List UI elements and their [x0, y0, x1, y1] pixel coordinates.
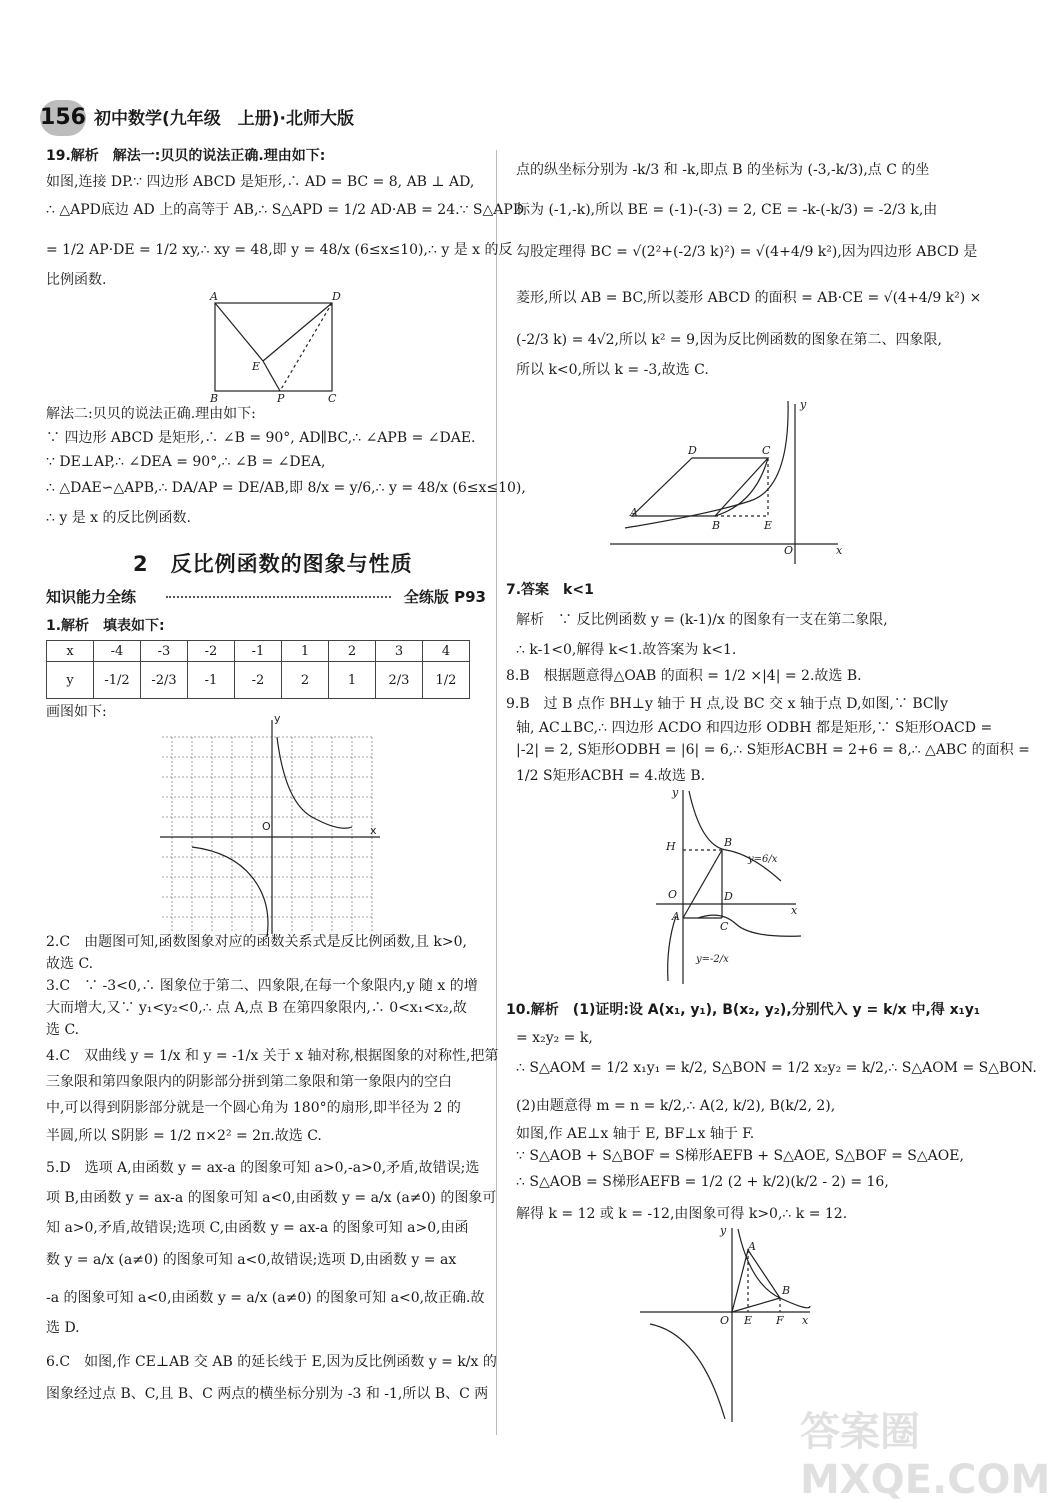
table-cell: -1 — [235, 641, 282, 662]
q5-text: 知 a>0,矛盾,故错误;选项 C,由函数 y = ax-a 的图象可知 a>0,由函 — [46, 1220, 469, 1236]
q3-text: 3.C ∵ -3<0,∴ 图象位于第二、四象限,在每一个象限内,y 随 x 的增 — [46, 978, 478, 994]
label-A: A — [630, 506, 638, 519]
q5-text: -a 的图象可知 a<0,由函数 y = a/x (a≠0) 的图象可知 a<0,故正确.故 — [46, 1290, 485, 1306]
text-line: 解法二:贝贝的说法正确.理由如下: — [46, 406, 256, 422]
label-D: D — [688, 444, 697, 457]
q9-text: 9.B 过 B 点作 BH⊥y 轴于 H 点,设 BC 交 x 轴于点 D,如图,∵ BC∥y — [506, 696, 948, 712]
label-E: E — [744, 1314, 753, 1327]
label-A: A — [210, 290, 218, 303]
table-header: x — [47, 641, 94, 662]
q1-heading: 1.解析 填表如下: — [46, 618, 165, 634]
q4-text: 中,可以得到阴影部分就是一个圆心角为 180°的扇形,即半径为 2 的 — [46, 1100, 461, 1116]
value-table — [46, 640, 470, 699]
q6-continued: 菱形,所以 AB = BC,所以菱形 ABCD 的面积 = AB·CE = √(4+4/9 k²) × — [516, 290, 982, 306]
label-B: B — [712, 519, 721, 532]
q7-answer: 7.答案 k<1 — [506, 582, 594, 598]
label-D: D — [332, 290, 341, 303]
q9-text: 轴, AC⊥BC,∴ 四边形 ACDO 和四边形 ODBH 都是矩形,∵ S矩形OACD = — [516, 720, 993, 736]
q10-text: ∴ S△AOB = S梯形AEFB = 1/2 (2 + k/2)(k/2 - 2) = 16, — [516, 1174, 889, 1190]
q4-text: 半圆,所以 S阴影 = 1/2 π×2² = 2π.故选 C. — [46, 1128, 322, 1144]
column-divider — [496, 150, 497, 1435]
q6-continued: 所以 k<0,所以 k = -3,故选 C. — [516, 362, 709, 378]
label-B: B — [724, 836, 733, 849]
origin-label: O — [262, 820, 271, 833]
dotted-leader — [166, 596, 391, 598]
draw-label: 画图如下: — [46, 704, 107, 720]
label-F: F — [776, 1314, 784, 1327]
q9-text: 1/2 S矩形ACBH = 4.故选 B. — [516, 768, 706, 784]
q10-text: ∵ S△AOB + S△BOF = S梯形AEFB + S△AOE, S△BOF = S△AOE, — [516, 1148, 964, 1164]
function-label: y=6/x — [748, 854, 778, 865]
q4-text: 4.C 双曲线 y = 1/x 和 y = -1/x 关于 x 轴对称,根据图象的对称性,把第 — [46, 1048, 499, 1064]
q6-continued: 标为 (-1,-k),所以 BE = (-1)-(-3) = 2, CE = -k-(-k/3) = -2/3 k,由 — [516, 202, 938, 218]
axis-x-label: x — [370, 824, 377, 837]
q10-text: (2)由题意得 m = n = k/2,∴ A(2, k/2), B(k/2, 2), — [516, 1098, 836, 1114]
q10-graph — [640, 1224, 820, 1424]
q10-text: ∴ S△AOM = 1/2 x₁y₁ = k/2, S△BON = 1/2 x₂y₂ = k/2,∴ S△AOM = S△BON. — [516, 1060, 1037, 1076]
axis-y-label: y — [672, 786, 679, 799]
text-line: ∵ 四边形 ABCD 是矩形,∴ ∠B = 90°, AD∥BC,∴ ∠APB = ∠DAE. — [46, 430, 476, 446]
text-line: = 1/2 AP·DE = 1/2 xy,∴ xy = 48,即 y = 48/x (6≤x≤10),∴ y 是 x 的反 — [46, 242, 513, 258]
axis-x-label: x — [791, 904, 798, 917]
table-cell: 3 — [376, 641, 423, 662]
page-number-badge: 156 — [40, 100, 86, 136]
q6-continued: 勾股定理得 BC = √(2²+(-2/3 k)²) = √(4+4/9 k²),因为四边形 ABCD 是 — [516, 244, 978, 260]
table-cell: 2 — [282, 662, 329, 699]
text-line: 比例函数. — [46, 272, 107, 288]
watermark: 答案圈 MXQE.COM — [800, 1409, 1050, 1503]
label-C: C — [720, 920, 729, 933]
table-cell: -4 — [94, 641, 141, 662]
table-header: y — [47, 662, 94, 699]
q6-text: 图象经过点 B、C,且 B、C 两点的横坐标分别为 -3 和 -1,所以 B、C 两 — [46, 1386, 489, 1402]
table-cell: -2 — [235, 662, 282, 699]
subsection-ref: 全练版 P93 — [403, 588, 486, 606]
table-cell: -3 — [141, 641, 188, 662]
q10-text: 解得 k = 12 或 k = -12,由图象可得 k>0,∴ k = 12. — [516, 1206, 848, 1222]
table-cell: -2/3 — [141, 662, 188, 699]
q6-continued: 点的纵坐标分别为 -k/3 和 -k,即点 B 的坐标为 (-3,-k/3),点 C 的坐 — [516, 162, 930, 178]
q9-text: |-2| = 2, S矩形ODBH = |6| = 6,∴ S矩形ACBH = 2+6 = 8,∴ △ABC 的面积 = — [516, 742, 1030, 758]
text-line: ∵ DE⊥AP,∴ ∠DEA = 90°,∴ ∠B = ∠DEA, — [46, 454, 326, 470]
table-cell: -1 — [188, 662, 235, 699]
book-title: 初中数学(九年级 上册)·北师大版 — [94, 109, 354, 129]
table-cell: 1 — [329, 662, 376, 699]
label-E: E — [764, 519, 773, 532]
axis-y-label: y — [800, 398, 807, 411]
q2-text: 2.C 由题图可知,函数图象对应的函数关系式是反比例函数,且 k>0, — [46, 934, 467, 950]
hyperbola-graph — [150, 712, 390, 940]
text-line: 如图,连接 DP.∵ 四边形 ABCD 是矩形,∴ AD = BC = 8, AB ⊥ AD, — [46, 174, 475, 190]
table-cell: -2 — [188, 641, 235, 662]
label-B: B — [210, 392, 219, 405]
table-cell: -1/2 — [94, 662, 141, 699]
section-title: 2 反比例函数的图象与性质 — [133, 552, 413, 576]
q5-text: 数 y = a/x (a≠0) 的图象可知 a<0,故错误;选项 D,由函数 y = ax — [46, 1252, 457, 1268]
q5-text: 项 B,由函数 y = ax-a 的图象可知 a<0,由函数 y = a/x (a≠0) 的图象可 — [46, 1190, 497, 1206]
table-cell: 2/3 — [376, 662, 423, 699]
rhombus-graph — [610, 396, 850, 566]
q10-heading: 10.解析 (1)证明:设 A(x₁, y₁), B(x₂, y₂),分别代入 y = k/x 中,得 x₁y₁ — [506, 1002, 981, 1018]
q7-text: 解析 ∵ 反比例函数 y = (k-1)/x 的图象有一支在第二象限, — [516, 612, 888, 628]
q10-text: = x₂y₂ = k, — [516, 1030, 593, 1046]
q9-graph — [656, 786, 806, 986]
text-line: ∴ △APD底边 AD 上的高等于 AB,∴ S△APD = 1/2 AD·AB = 24.∵ S△APD — [46, 202, 525, 218]
rectangle-figure — [200, 288, 360, 406]
subsection-bar — [46, 586, 486, 607]
text-line: ∴ y 是 x 的反比例函数. — [46, 510, 191, 526]
label-C: C — [328, 392, 337, 405]
label-O: O — [668, 888, 678, 901]
label-C: C — [762, 444, 771, 457]
label-E: E — [252, 360, 261, 373]
axis-x-label: x — [802, 1314, 809, 1327]
label-A: A — [748, 1240, 756, 1253]
q3-text: 选 C. — [46, 1022, 80, 1038]
axis-y-label: y — [274, 712, 281, 725]
q6-continued: (-2/3 k) = 4√2,所以 k² = 9,因为反比例函数的图象在第二、四象限, — [516, 332, 942, 348]
q19-heading: 19.解析 解法一:贝贝的说法正确.理由如下: — [46, 148, 326, 164]
label-D: D — [724, 890, 733, 903]
table-cell: 4 — [423, 641, 470, 662]
axis-x-label: x — [836, 544, 843, 557]
table-cell: 1/2 — [423, 662, 470, 699]
table-cell: 2 — [329, 641, 376, 662]
label-B: B — [782, 1284, 791, 1297]
function-label: y=-2/x — [696, 954, 729, 965]
q7-text: ∴ k-1<0,解得 k<1.故答案为 k<1. — [516, 642, 737, 658]
q5-text: 选 D. — [46, 1320, 80, 1336]
label-H: H — [666, 840, 676, 853]
q3-text: 大而增大,又∵ y₁<y₂<0,∴ 点 A,点 B 在第四象限内,∴ 0<x₁<x₂,故 — [46, 1000, 468, 1016]
q2-text: 故选 C. — [46, 956, 94, 972]
q8-text: 8.B 根据题意得△OAB 的面积 = 1/2 ×|4| = 2.故选 B. — [506, 668, 862, 684]
q6-text: 6.C 如图,作 CE⊥AB 交 AB 的延长线于 E,因为反比例函数 y = k/x 的 — [46, 1354, 497, 1370]
label-P: P — [277, 392, 285, 405]
q5-text: 5.D 选项 A,由函数 y = ax-a 的图象可知 a>0,-a>0,矛盾,故错误;选 — [46, 1160, 480, 1176]
q10-text: 如图,作 AE⊥x 轴于 E, BF⊥x 轴于 F. — [516, 1126, 755, 1142]
text-line: ∴ △DAE∽△APB,∴ DA/AP = DE/AB,即 8/x = y/6,∴ y = 48/x (6≤x≤10), — [46, 480, 526, 496]
origin-label: O — [784, 544, 794, 557]
axis-y-label: y — [720, 1224, 727, 1237]
table-cell: 1 — [282, 641, 329, 662]
label-A: A — [672, 910, 680, 923]
label-O: O — [720, 1314, 730, 1327]
subsection-label: 知识能力全练 — [46, 588, 137, 606]
q4-text: 三象限和第四象限内的阴影部分拼到第二象限和第一象限内的空白 — [46, 1074, 452, 1090]
